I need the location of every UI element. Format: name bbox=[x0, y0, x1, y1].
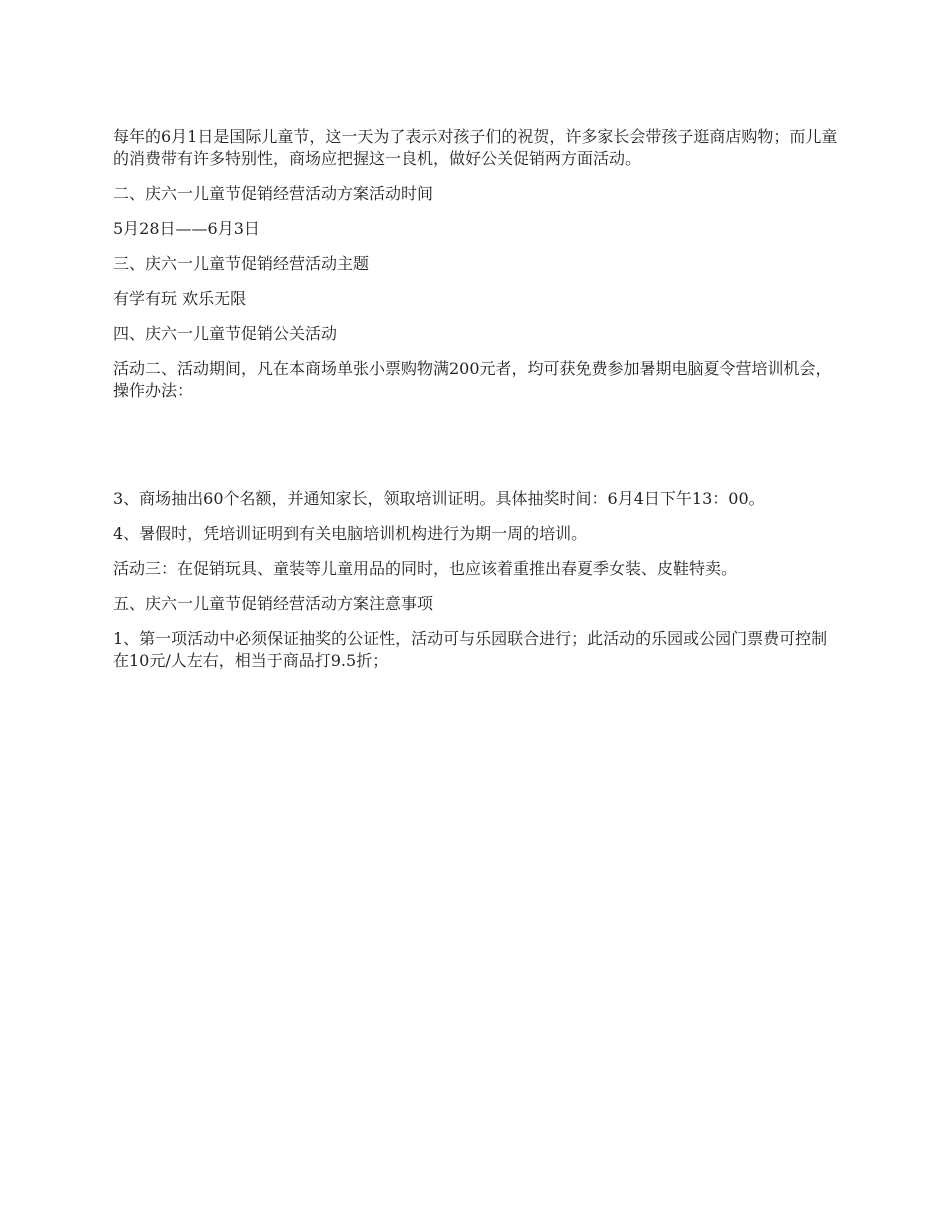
section-heading-pr-activities: 四、庆六一儿童节促销公关活动 bbox=[113, 324, 338, 343]
paragraph-theme: 有学有玩 欢乐无限 bbox=[113, 289, 247, 308]
blank-gap bbox=[113, 415, 841, 488]
section-heading-time: 二、庆六一儿童节促销经营活动方案活动时间 bbox=[113, 184, 434, 203]
paragraph-intro: 每年的6月1日是国际儿童节，这一天为了表示对孩子们的祝贺，许多家长会带孩子逛商店购物；而儿童的消费带有许多特别性，商场应把握这一良机，做好公关促销两方面活动。 bbox=[113, 127, 838, 168]
paragraph-dates: 5月28日——6月3日 bbox=[113, 219, 260, 238]
section-heading-theme: 三、庆六一儿童节促销经营活动主题 bbox=[113, 254, 370, 273]
paragraph-activity-three: 活动三：在促销玩具、童装等儿童用品的同时，也应该着重推出春夏季女装、皮鞋特卖。 bbox=[113, 559, 738, 578]
paragraph-item-4: 4、暑假时，凭培训证明到有关电脑培训机构进行为期一周的培训。 bbox=[113, 524, 588, 543]
section-heading-notes: 五、庆六一儿童节促销经营活动方案注意事项 bbox=[113, 594, 434, 613]
paragraph-activity-two: 活动二、活动期间，凡在本商场单张小票购物满200元者，均可获免费参加暑期电脑夏令营培训机会，操作办法： bbox=[113, 359, 832, 400]
document-body bbox=[113, 126, 841, 685]
paragraph-note-1: 1、第一项活动中必须保证抽奖的公证性，活动可与乐园联合进行；此活动的乐园或公园门票费可控制在10元/人左右，相当于商品打9.5折； bbox=[113, 629, 828, 670]
paragraph-item-3: 3、商场抽出60个名额，并通知家长，领取培训证明。具体抽奖时间：6月4日下午13：00。 bbox=[113, 489, 765, 508]
